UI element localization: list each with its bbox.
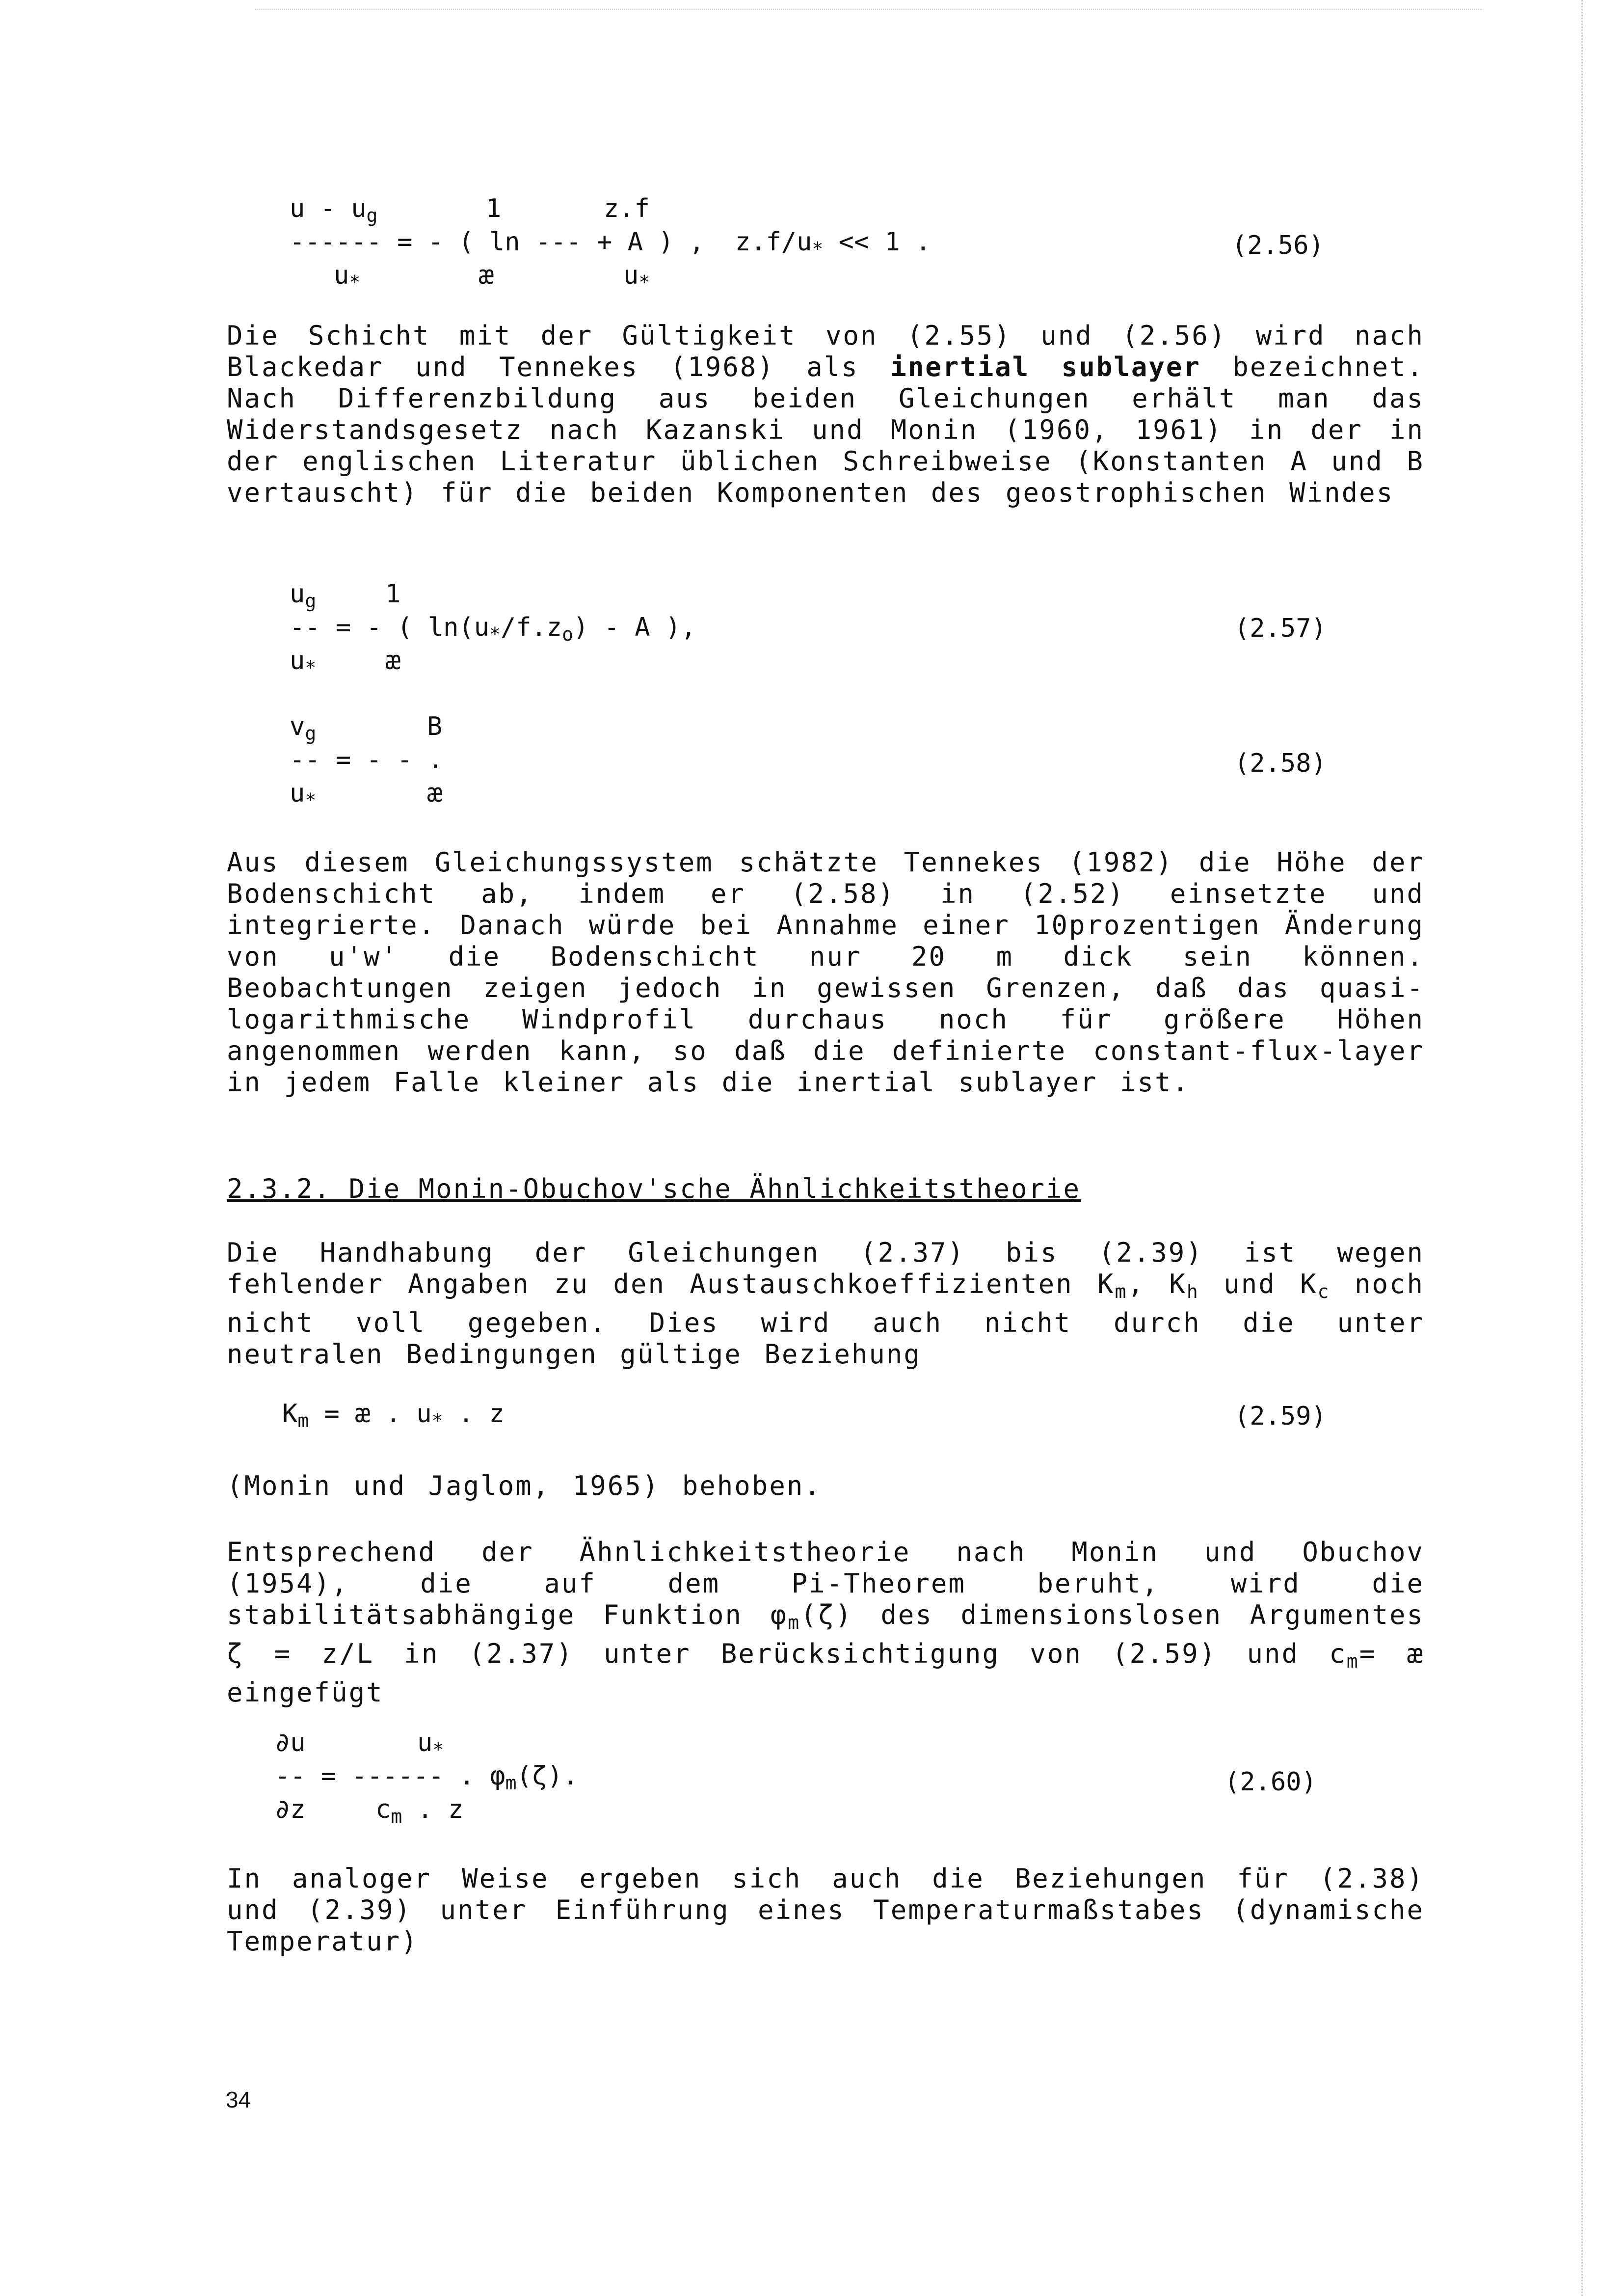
eq-coefficient-denominator: æ — [385, 646, 401, 675]
eq-log-denominator: $u_*$ — [623, 261, 650, 293]
eq-lhs-denominator: $u_*$ — [334, 261, 361, 293]
equation-number-2-59: (2.59) — [1234, 1402, 1327, 1431]
scan-edge-top — [255, 9, 1482, 10]
paragraph-tennekes: Aus diesem Gleichungssystem schätzte Tennekes (1982) die Höhe der Bodenschicht ab, indem er (2.58) in (2.52) einsetzte und integrierte. Danach würde bei Annahme einer 10prozentigen Änderung von u'w' die Bodenschicht nur 20 m dick sein können. Beobachtungen zeigen jedoch in gewissen Grenzen, daß das quasi-logarithmische Windprofil durchaus noch für größere Höhen angenommen werden kann, so daß die definierte constant-flux-layer in jedem Falle kleiner als die inertial sublayer ist. — [227, 847, 1424, 1098]
paragraph-inertial-sublayer: Die Schicht mit der Gültigkeit von (2.55) und (2.56) wird nach Blackedar und Tennekes (1968) als inertial sublayer bezeichnet. Nach Differenzbildung aus beiden Gleichungen erhält man das Widerstandsgesetz nach Kazanski und Monin (1960, 1961) in der in der englischen Literatur üblichen Schreibweise (Konstanten A und B vertauscht) für die beiden Komponenten des geostrophischen Windes — [227, 320, 1424, 508]
eq-main-line: $K_m$ = æ . $u_*$ . z — [282, 1399, 505, 1432]
eq-rhs-denominator: $c_m$ . z — [375, 1795, 464, 1827]
eq-main-line: -- = - ( $\ln(u_*/f.z_o)$ - A ), — [290, 613, 696, 645]
equation-number-2-56: (2.56) — [1232, 231, 1324, 260]
paragraph-austauschkoeffizienten: Die Handhabung der Gleichungen (2.37) bis (2.39) ist wegen fehlender Angaben zu den Austauschkoeffizienten $K_m$, $K_h$ und $K_c$ noch nicht voll gegeben. Dies wird auch nicht durch die unter neutralen Bedingungen gültige Beziehung — [227, 1237, 1424, 1370]
paragraph-aehnlichkeitstheorie: Entsprechend der Ähnlichkeitstheorie nach Monin und Obuchov (1954), die auf dem Pi-Theorem beruht, wird die stabilitätsabhängige Funktion $\varphi_m(\zeta)$ des dimensionslosen Argumentes ζ = z/L in (2.37) unter Berücksichtigung von (2.59) und $c_m=$ æ eingefügt — [227, 1537, 1424, 1708]
eq-coefficient-numerator: 1 — [486, 194, 502, 223]
page-number: 34 — [226, 2087, 251, 2112]
eq-main-line: ------ = - ( ln --- + A ) , $z.f/u_* << 1$ . — [290, 227, 931, 260]
eq-lhs-denominator: $u_*$ — [290, 779, 317, 811]
eq-rhs-numerator: $u_*$ — [417, 1728, 444, 1760]
equation-number-2-57: (2.57) — [1234, 614, 1327, 643]
equation-number-2-60: (2.60) — [1224, 1767, 1317, 1797]
paragraph-temperaturmassstab: In analoger Weise ergeben sich auch die Beziehungen für (2.38) und (2.39) unter Einführung eines Temperaturmaßstabes (dynamische Temperatur) — [227, 1863, 1424, 1957]
equation-number-2-58: (2.58) — [1234, 749, 1327, 778]
section-heading: 2.3.2. Die Monin-Obuchov'sche Ähnlichkeitstheorie — [227, 1173, 1081, 1204]
eq-log-numerator: z.f — [604, 194, 650, 223]
eq-lhs-numerator: $v_g$ — [290, 712, 317, 744]
eq-lhs-numerator: $u_g$ — [290, 579, 317, 612]
eq-lhs-numerator: u - $u_g$ — [290, 194, 378, 226]
eq-coefficient-numerator: 1 — [385, 579, 401, 609]
scan-edge-right — [1581, 0, 1583, 2296]
eq-lhs-numerator: ∂u — [275, 1728, 306, 1757]
eq-lhs-denominator: $u_*$ — [290, 646, 317, 678]
eq-lhs-denominator: ∂z — [275, 1795, 306, 1824]
eq-coefficient-numerator: B — [427, 712, 443, 741]
eq-coefficient-denominator: æ — [479, 261, 494, 290]
eq-coefficient-denominator: æ — [427, 779, 443, 808]
eq-main-line: -- = - - . — [290, 745, 444, 775]
eq-main-line: -- = ------ . $\varphi_m(\zeta)$. — [275, 1761, 578, 1794]
paragraph-monin-jaglom: (Monin und Jaglom, 1965) behoben. — [227, 1470, 822, 1501]
